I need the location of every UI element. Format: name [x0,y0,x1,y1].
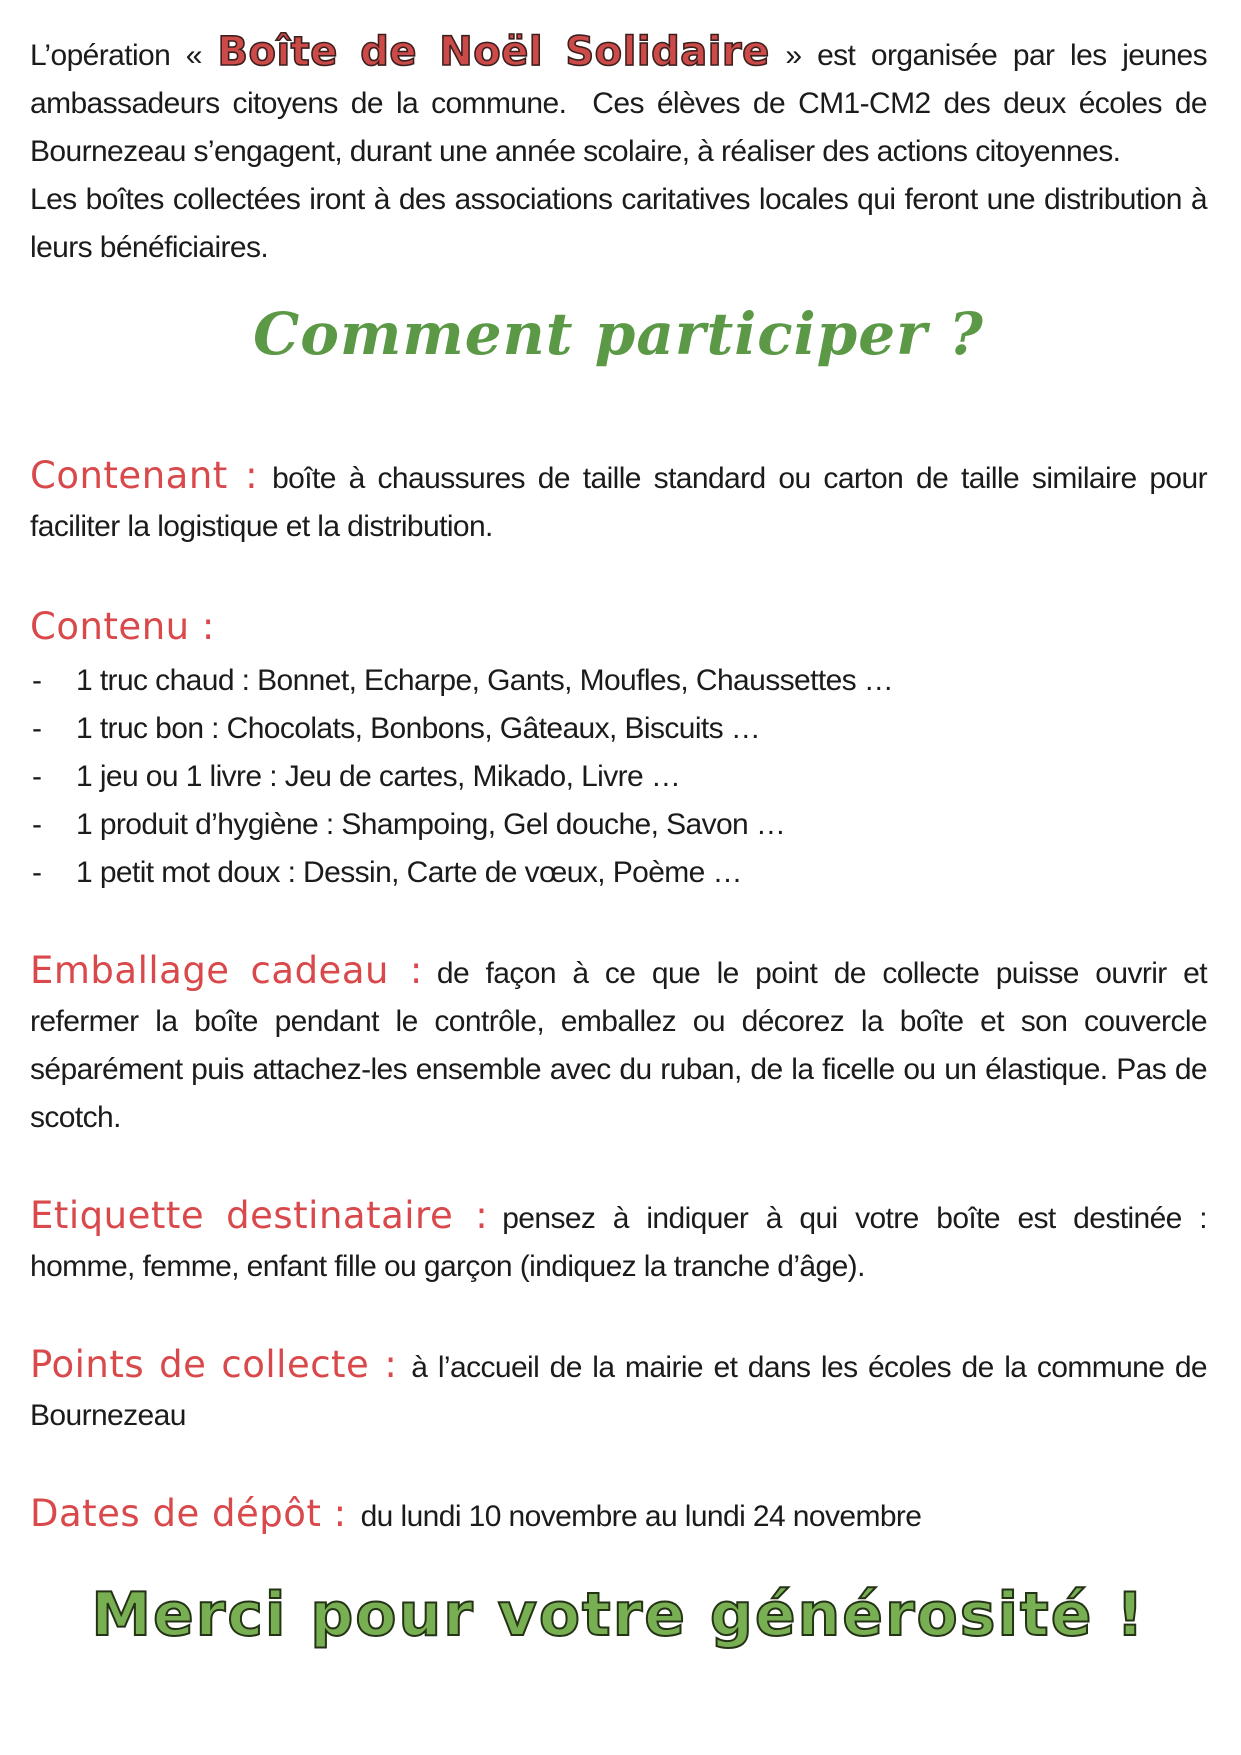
list-item-text: 1 jeu ou 1 livre : Jeu de cartes, Mikado, Livre … [76,760,681,793]
list-dash: - [32,712,42,745]
list-dash: - [32,760,42,793]
intro-paragraphs [30,28,1207,272]
list-dash: - [32,664,42,697]
etiquette-body: pensez à indiquer à qui votre boîte est destinée : homme, femme, enfant fille ou garçon (indiquez la tranche d’âge). [30,1202,1207,1283]
list-dash: - [32,808,42,841]
list-item [30,849,1207,897]
section-dates-de-depot [30,1490,1207,1541]
list-item-text: 1 petit mot doux : Dessin, Carte de vœux, Poème … [76,856,742,889]
list-item [30,801,1207,849]
list-item [30,705,1207,753]
dates-heading: Dates de dépôt : [30,1492,347,1535]
main-heading: Comment participer ? [253,300,984,368]
operation-title: Boîte de Noël Solidaire [217,29,770,75]
footer-thanks-heading: Merci pour votre générosité ! [91,1580,1146,1650]
list-item-text: 1 truc chaud : Bonnet, Echarpe, Gants, Moufles, Chaussettes … [76,664,894,697]
points-heading: Points de collecte : [30,1343,398,1386]
section-emballage [30,947,1207,1142]
section-contenu [30,601,1207,897]
points-body: à l’accueil de la mairie et dans les écoles de la commune de Bournezeau [30,1351,1207,1432]
section-contenant [30,452,1207,551]
list-item-text: 1 truc bon : Chocolats, Bonbons, Gâteaux, Biscuits … [76,712,761,745]
intro-text-after-title: » est organisée par les jeunes ambassadeurs citoyens de la commune. Ces élèves de CM1-CM2 des deux écoles de Bournezeau s’engagent, durant une année scolaire, à réaliser des actions citoyennes. [30,39,1207,168]
dates-body: du lundi 10 novembre au lundi 24 novembre [360,1500,922,1533]
list-item-text: 1 produit d’hygiène : Shampoing, Gel douche, Savon … [76,808,786,841]
emballage-body: de façon à ce que le point de collecte puisse ouvrir et refermer la boîte pendant le contrôle, emballez ou décorez la boîte et son couvercle séparément puis attachez-les ensemble avec du ruban, de la ficelle ou un élastique. Pas de scotch. [30,957,1207,1134]
list-item [30,753,1207,801]
list-dash: - [32,856,42,889]
list-item [30,657,1207,705]
intro-text-before-title: L’opération « [30,39,218,72]
section-points-de-collecte [30,1341,1207,1440]
emballage-heading: Emballage cadeau : [30,949,423,992]
etiquette-heading: Etiquette destinataire : [30,1194,489,1237]
intro-paragraph-1 [30,28,1207,176]
contenu-heading: Contenu : [30,605,215,648]
section-etiquette [30,1192,1207,1291]
contenant-body: boîte à chaussures de taille standard ou carton de taille similaire pour faciliter la logistique et la distribution. [30,462,1207,543]
contenu-list [30,657,1207,897]
intro-paragraph-2: Les boîtes collectées iront à des associations caritatives locales qui feront une distribution à leurs bénéficiaires. [30,183,1207,264]
contenant-heading: Contenant : [30,454,259,497]
